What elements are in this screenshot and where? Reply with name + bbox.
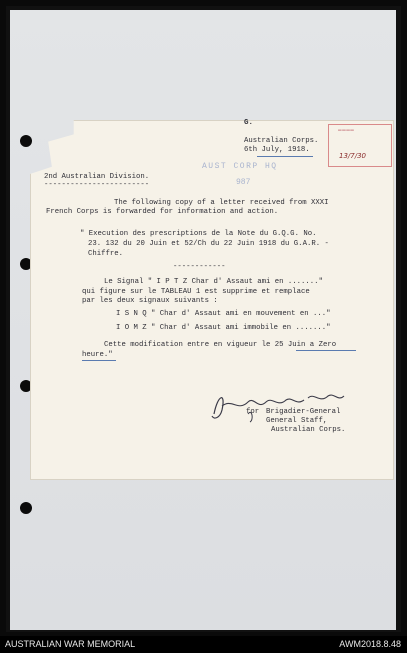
signatory-title: General Staff, — [266, 417, 328, 425]
reference-g: G. — [244, 119, 254, 127]
signatory-title: Brigadier-General — [266, 408, 341, 416]
quote-line: par les deux signaux suivants : — [82, 297, 218, 305]
addressee-underline: ------------------------ — [44, 181, 150, 189]
quote-line: qui figure sur le TABLEAU 1 est supprime et remplace — [82, 288, 310, 296]
registry-stamp-header: ▬▬▬▬ — [338, 126, 355, 133]
letter-date: 6th July, 1918. — [244, 146, 310, 154]
quote-line: Chiffre. — [88, 250, 124, 258]
punch-hole-icon — [20, 135, 32, 147]
signal-line: I S N Q " Char d' Assaut ami en mouvement en ..." — [116, 310, 331, 318]
date-underline — [296, 350, 356, 351]
date-underline — [257, 156, 313, 157]
footer-accession: AWM2018.8.48 — [339, 639, 401, 649]
punch-hole-icon — [20, 502, 32, 514]
closing-line: Cette modification entre en vigueur le 25 Juin a Zero — [104, 341, 337, 349]
signature-for: for — [246, 408, 260, 416]
body-line: The following copy of a letter received from XXXI — [114, 199, 329, 207]
received-number: 987 — [236, 178, 251, 187]
footer-institution: AUSTRALIAN WAR MEMORIAL — [5, 639, 136, 649]
quote-line: 23. 132 du 20 Juin et 52/Ch du 22 Juin 1918 du G.A.R. - — [88, 240, 329, 248]
closing-line: heure." — [82, 351, 113, 359]
body-line: French Corps is forwarded for information and action. — [46, 208, 279, 216]
footer-bar — [0, 636, 407, 653]
quote-line: " Execution des prescriptions de la Note du G.Q.G. No. — [80, 230, 317, 238]
registry-number: 13/7/30 — [339, 152, 366, 160]
signatory-title: Australian Corps. — [271, 426, 346, 434]
signal-line: I O M Z " Char d' Assaut ami immobile en ......." — [116, 324, 331, 332]
addressee: 2nd Australian Division. — [44, 173, 150, 181]
received-stamp: AUST CORP HQ — [202, 162, 278, 171]
sender-unit: Australian Corps. — [244, 137, 319, 145]
quote-line: Le Signal " I P T Z Char d' Assaut ami en ......." — [104, 278, 323, 286]
section-divider: ------------ — [173, 263, 226, 271]
hour-underline — [82, 360, 116, 361]
